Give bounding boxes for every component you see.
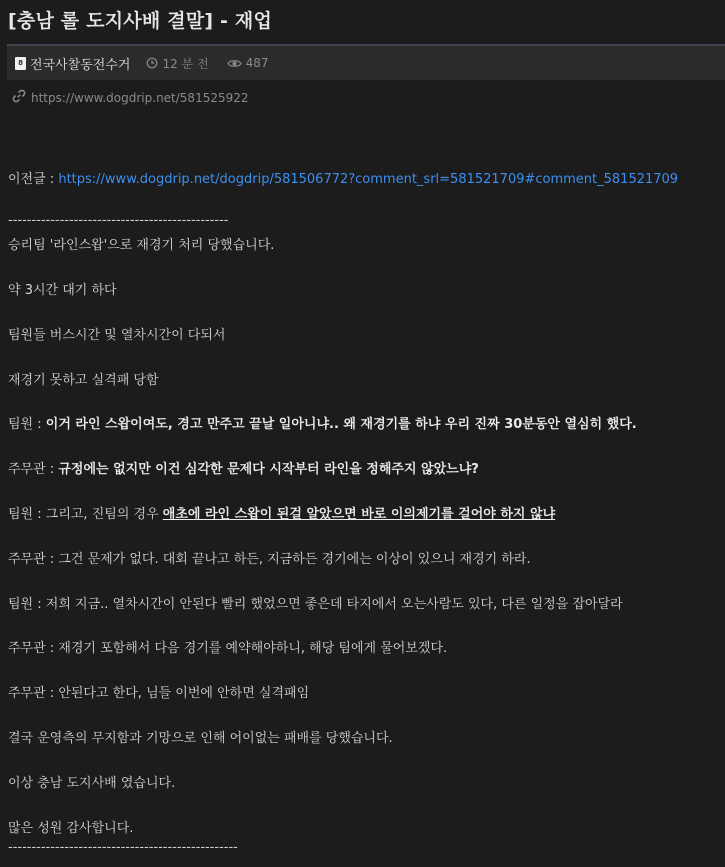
dialog-line: 주무관 : 안된다고 한다, 님들 이번에 안하면 실격패임 [8,686,310,701]
separator-bottom: ------------------------------------------------- [8,840,238,855]
author-level-badge: 8 [15,57,26,70]
dialog-text-underlined: 애초에 라인 스왑이 된걸 알았으면 바로 이의제기를 걸어야 하지 않냐 [162,507,556,522]
clock-icon [146,57,158,69]
body-line: 이상 충남 도지사배 였습니다. [8,776,176,791]
prev-post-line [8,168,678,187]
permalink-url[interactable]: https://www.dogdrip.net/581525922 [31,90,249,105]
post-meta-bar [7,44,725,80]
view-count: 487 [245,56,269,70]
body-line: 약 3시간 대기 하다 [8,283,117,298]
body-line: 많은 성원 감사합니다. [8,821,134,836]
dialog-text-bold: 규정에는 없지만 이건 심각한 문제다 시작부터 라인을 정해주지 않았느냐? [58,462,479,477]
dialog-line [8,458,479,477]
dialog-speaker: 팀원 : 그리고, 진팀의 경우 [8,507,163,522]
dialog-text-bold: 이거 라인 스왑이여도, 경고 만주고 끝날 일아니냐.. 왜 재경기를 하냐 우리 진짜 30분동안 열심히 했다. [45,417,637,432]
body-line: 팀원들 버스시간 및 열차시간이 다되서 [8,328,226,343]
dialog-line: 주무관 : 재경기 포함해서 다음 경기를 예약해야하니, 해당 팀에게 물어보겠다. [8,641,448,656]
post-title: [충남 롤 도지사배 결말] - 재업 [8,10,273,32]
prev-post-label: 이전글 : [8,172,59,187]
dialog-line: 주무관 : 그건 문제가 없다. 대회 끝나고 하든, 지금하든 경기에는 이상이 있으니 재경기 하라. [8,552,531,567]
separator-top: ----------------------------------------------- [8,213,229,228]
dialog-line: 팀원 : 저희 지금.. 열차시간이 안된다 빨리 했었으면 좋은데 타지에서 오는사람도 있다, 다른 일정을 잡아달라 [8,597,623,612]
body-line: 재경기 못하고 실격패 당함 [8,373,159,388]
dialog-line [8,503,555,522]
prev-post-link[interactable]: https://www.dogdrip.net/dogdrip/581506772?comment_srl=581521709#comment_581521709 [58,172,679,187]
dialog-line [8,413,637,432]
eye-icon [227,58,242,69]
dialog-speaker: 주무관 : [8,462,59,477]
dialog-speaker: 팀원 : [8,417,46,432]
body-line: 결국 운영측의 무지함과 기망으로 인해 어이없는 패배를 당했습니다. [8,731,393,746]
link-icon [12,88,26,107]
post-time: 12 분 전 [162,56,209,71]
body-line: 승리팀 '라인스왑'으로 재경기 처리 당했습니다. [8,238,275,253]
post-permalink[interactable] [12,88,249,107]
author-name[interactable]: 전국사찰동전수거 [30,57,131,73]
